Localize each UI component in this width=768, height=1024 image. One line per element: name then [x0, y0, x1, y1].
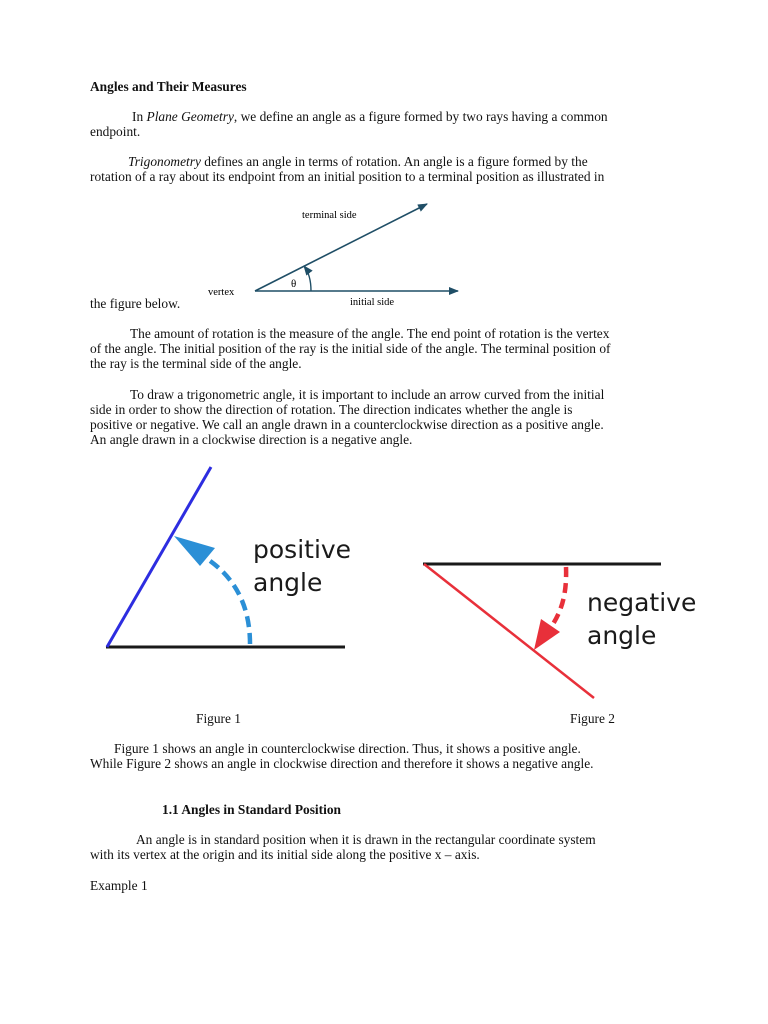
- para2-em: Trigonometry: [128, 154, 201, 169]
- para3-line1: The amount of rotation is the measure of the angle. The end point of rotation is the vertex: [130, 326, 610, 341]
- para3-line2: of the angle. The initial position of the ray is the initial side of the angle. The terminal position of: [90, 341, 611, 356]
- para1-line2: endpoint.: [90, 124, 141, 139]
- figure2-rotation-arc: [551, 567, 566, 627]
- para4-line3: positive or negative. We call an angle drawn in a counterclockwise direction as a positive angle.: [90, 417, 604, 432]
- figure2-label-line2: angle: [587, 621, 657, 650]
- para1-prefix: In: [132, 109, 147, 124]
- section-heading: 1.1 Angles in Standard Position: [162, 802, 341, 817]
- figure2-caption: Figure 2: [570, 711, 616, 726]
- page-title: Angles and Their Measures: [90, 79, 247, 94]
- para1-em: Plane Geometry: [146, 109, 234, 124]
- figure1-caption: Figure 1: [196, 711, 242, 726]
- theta-symbol: θ: [291, 278, 297, 290]
- paragraph-plane-geometry: [90, 109, 710, 139]
- para4-line1: To draw a trigonometric angle, it is important to include an arrow curved from the initial: [130, 387, 605, 402]
- initial-side-label: initial side: [350, 297, 395, 308]
- paragraph-rotation: [90, 326, 710, 371]
- para1-line1: , we define an angle as a figure formed by two rays having a common: [233, 109, 608, 124]
- figure2-label-line1: negative: [587, 588, 697, 617]
- para2-line1: defines an angle in terms of rotation. An angle is a figure formed by the: [200, 154, 588, 169]
- paragraph-standard-position: [90, 832, 710, 862]
- para2-line2: rotation of a ray about its endpoint from an initial position to a terminal position as illustrated in: [90, 169, 605, 184]
- figure-negative-angle: [415, 555, 715, 703]
- figure1-arrowhead: [174, 536, 215, 566]
- terminal-side-label: terminal side: [302, 210, 357, 221]
- figure2-terminal-side: [424, 564, 594, 698]
- para5-line1: Figure 1 shows an angle in counterclockwise direction. Thus, it shows a positive angle.: [114, 741, 581, 756]
- figure2-arrowhead: [534, 619, 560, 650]
- para3-line3: the ray is the terminal side of the angle.: [90, 356, 302, 371]
- para6-line2: with its vertex at the origin and its initial side along the positive x – axis.: [90, 847, 480, 862]
- para5-line2: While Figure 2 shows an angle in clockwise direction and therefore it shows a negative angle.: [90, 756, 594, 771]
- para6-line1: An angle is in standard position when it is drawn in the rectangular coordinate system: [136, 832, 596, 847]
- rotation-arc: [304, 266, 311, 291]
- angle-diagram: [200, 195, 470, 310]
- figure1-label-line1: positive: [253, 535, 352, 564]
- para4-line2: side in order to show the direction of rotation. The direction indicates whether the angle is: [90, 402, 573, 417]
- vertex-label: vertex: [208, 287, 235, 298]
- example-label: Example 1: [90, 878, 148, 893]
- paragraph-direction: [90, 387, 710, 447]
- para4-line4: An angle drawn in a clockwise direction is a negative angle.: [90, 432, 413, 447]
- paragraph-figure-summary: [90, 741, 710, 771]
- paragraph-trigonometry: [90, 154, 710, 184]
- figure1-label-line2: angle: [253, 568, 323, 597]
- para2-line3: the figure below.: [90, 296, 181, 311]
- figure-positive-angle: [100, 462, 370, 657]
